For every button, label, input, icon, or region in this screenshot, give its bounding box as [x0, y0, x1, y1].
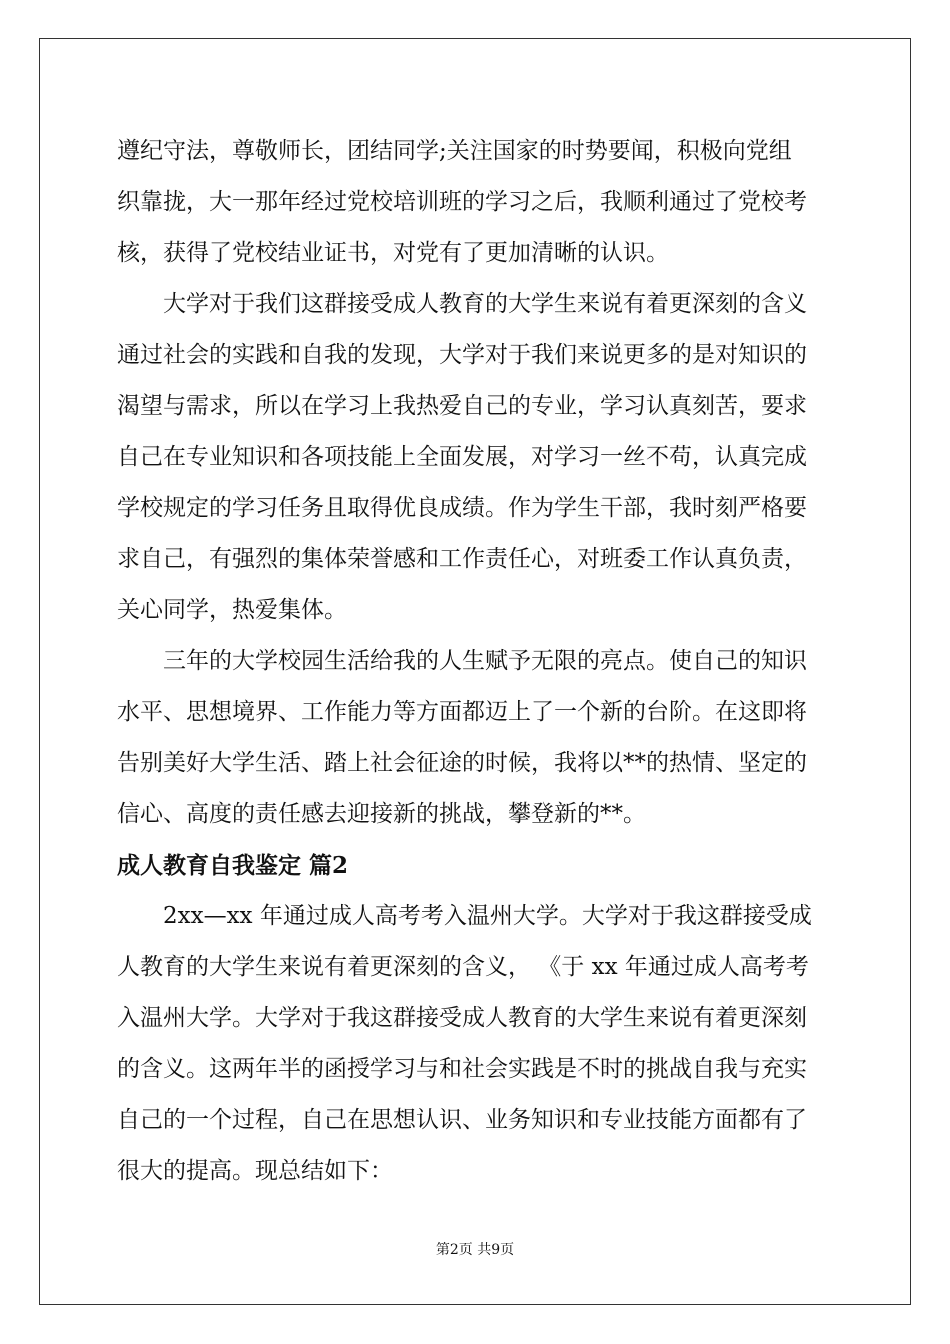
text-line: 核，获得了党校结业证书，对党有了更加清晰的认识。 [117, 240, 669, 266]
text-line: 通过社会的实践和自我的发现，大学对于我们来说更多的是对知识的 [117, 342, 807, 368]
text-line: 很大的提高。现总结如下： [117, 1158, 393, 1184]
paragraph-2 [117, 279, 833, 636]
paragraph-1 [117, 126, 833, 279]
section-heading: 成人教育自我鉴定 篇2 [117, 852, 349, 879]
paragraph-4 [117, 891, 833, 1197]
text-line: 人教育的大学生来说有着更深刻的含义， 《于 xx 年通过成人高考考 [117, 954, 809, 980]
text-line: 学校规定的学习任务且取得优良成绩。作为学生干部，我时刻严格要 [117, 495, 807, 521]
text-line: 2xx—xx 年通过成人高考考入温州大学。大学对于我这群接受成 [163, 903, 812, 929]
text-line: 三年的大学校园生活给我的人生赋予无限的亮点。使自己的知识 [163, 648, 807, 674]
text-line: 渴望与需求，所以在学习上我热爱自己的专业，学习认真刻苦，要求 [117, 393, 807, 419]
text-line: 织靠拢，大一那年经过党校培训班的学习之后，我顺利通过了党校考 [117, 189, 807, 215]
text-line: 关心同学，热爱集体。 [117, 597, 347, 623]
text-line: 告别美好大学生活、踏上社会征途的时候，我将以**的热情、坚定的 [117, 750, 807, 776]
text-line: 自己的一个过程，自己在思想认识、业务知识和专业技能方面都有了 [117, 1107, 807, 1133]
document-body [117, 126, 833, 1197]
text-line: 水平、思想境界、工作能力等方面都迈上了一个新的台阶。在这即将 [117, 699, 807, 725]
text-line: 大学对于我们这群接受成人教育的大学生来说有着更深刻的含义 [163, 291, 807, 317]
text-line: 求自己，有强烈的集体荣誉感和工作责任心，对班委工作认真负责， [117, 546, 807, 572]
text-line: 自己在专业知识和各项技能上全面发展，对学习一丝不苟，认真完成 [117, 444, 807, 470]
paragraph-3 [117, 636, 833, 840]
text-line: 入温州大学。大学对于我这群接受成人教育的大学生来说有着更深刻 [117, 1005, 807, 1031]
page-footer: 第2页 共9页 [435, 1242, 515, 1258]
text-line: 信心、高度的责任感去迎接新的挑战，攀登新的**。 [117, 801, 646, 827]
text-line: 遵纪守法，尊敬师长，团结同学;关注国家的时势要闻，积极向党组 [117, 138, 792, 164]
text-line: 的含义。这两年半的函授学习与和社会实践是不时的挑战自我与充实 [117, 1056, 807, 1082]
